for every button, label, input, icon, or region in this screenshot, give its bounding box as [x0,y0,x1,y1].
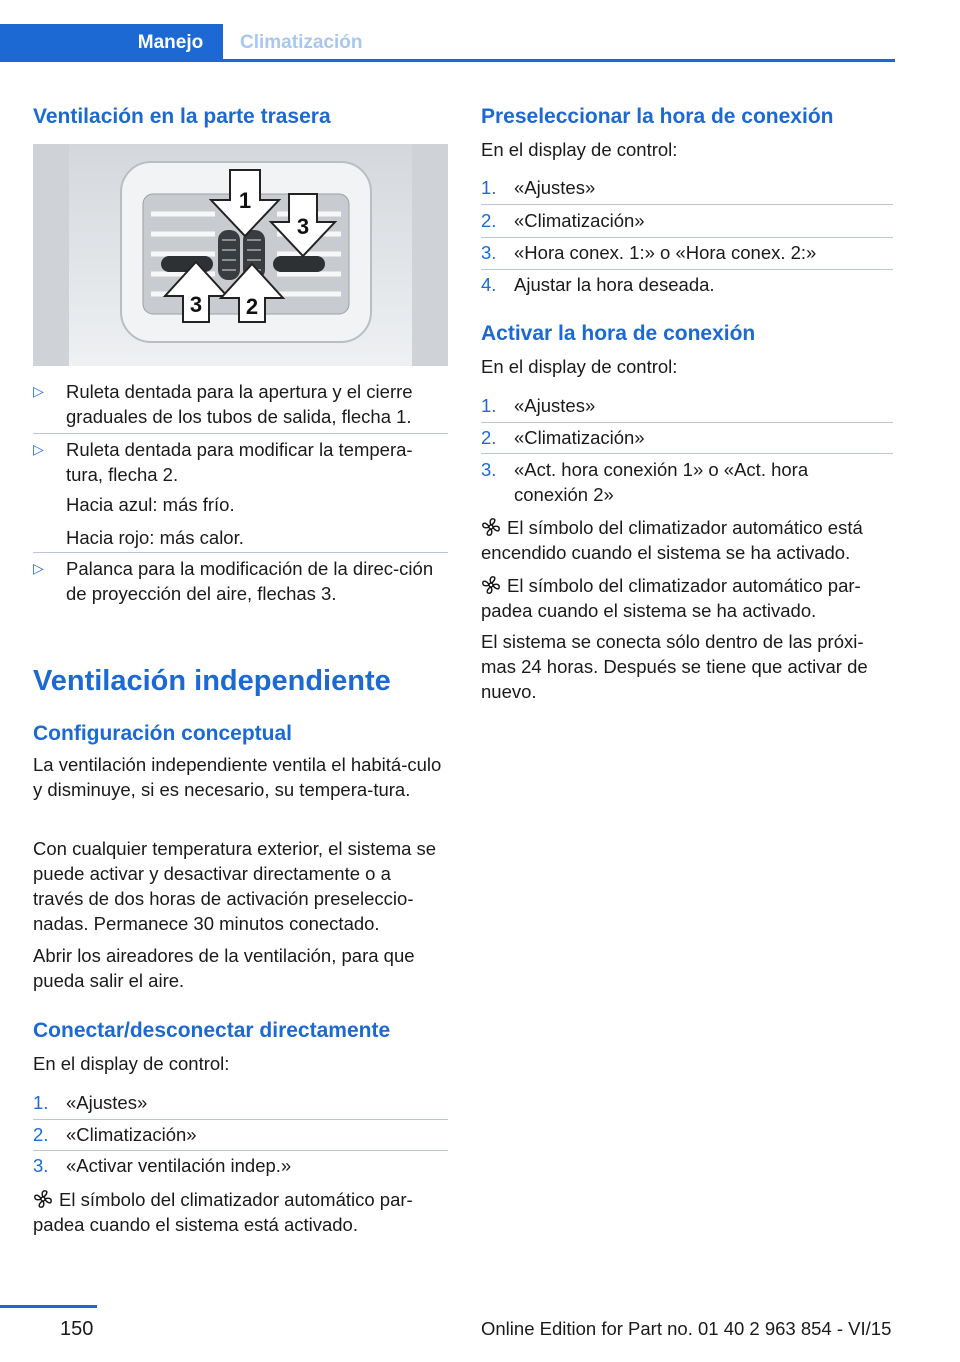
step-item: 3. «Activar ventilación indep.» [33,1155,292,1176]
step-item: 1. «Ajustes» [481,395,596,416]
page-header [0,24,895,62]
step-number: 1. [33,1092,49,1113]
step-item: 2. «Climatización» [481,210,645,231]
heading-direct-connect: Conectar/desconectar directamente [33,1019,391,1042]
fan-icon [33,1189,53,1209]
note-paragraph: El símbolo del climatizador automático par‐padea cuando el sistema se ha activado. [481,575,861,621]
arrow-label-3-top: 3 [296,214,310,239]
fan-icon [481,575,501,595]
divider [33,552,448,553]
intro-text: En el display de control: [481,139,678,160]
paragraph: Abrir los aireadores de la ventilación, para que pueda salir el aire. [33,945,415,991]
step-item: 2. «Climatización» [33,1124,197,1145]
step-number: 3. [481,459,497,480]
divider [33,1150,448,1151]
arrow-label-2: 2 [245,294,259,319]
divider [481,422,893,423]
paragraph: Con cualquier temperatura exterior, el sistema se puede activar y desactivar directamente o a través de dos horas de activación preseleccio‐nadas. Permanece 30 minutos conectado. [33,838,437,934]
note-paragraph: El símbolo del climatizador automático par‐padea cuando el sistema está activado. [33,1189,413,1235]
rear-vent-illustration [33,144,448,366]
step-number: 3. [481,242,497,263]
intro-text: En el display de control: [33,1053,230,1074]
step-item: 1. «Ajustes» [481,177,596,198]
heading-rear-ventilation: Ventilación en la parte trasera [33,105,331,128]
step-number: 2. [481,427,497,448]
step-item: 4. Ajustar la hora deseada. [481,274,715,295]
bullet-item: ▷ Palanca para la modificación de la direc‐ción de proyección del aire, flechas 3. [33,558,434,604]
step-number: 4. [481,274,497,295]
edition-text: Online Edition for Part no. 01 40 2 963 854 - VI/15 [481,1318,892,1339]
fan-icon [481,517,501,537]
tab-climatizacion[interactable]: Climatización [240,32,363,53]
header-rule [0,59,895,62]
paragraph: La ventilación independiente ventila el habitá‐culo y disminuye, si es necesario, su tempera‐tura. [33,754,442,800]
triangle-bullet-icon: ▷ [33,441,44,457]
step-item: 3. «Act. hora conexión 1» o «Act. hora conexión 2» [481,459,809,505]
heading-preselect-time: Preseleccionar la hora de conexión [481,105,834,128]
bullet-item: ▷ Ruleta dentada para la apertura y el cierre graduales de los tubos de salida, flecha 1. [33,381,413,427]
divider [481,269,893,270]
rear-vent-figure [33,144,448,366]
note-paragraph: El símbolo del climatizador automático está encendido cuando el sistema se ha activado. [481,517,863,563]
footer-rule [0,1305,97,1308]
divider [481,204,893,205]
step-item: 2. «Climatización» [481,427,645,448]
paragraph: El sistema se conecta sólo dentro de las próxi‐mas 24 horas. Después se tiene que activar de nuevo. [481,631,868,702]
step-number: 2. [33,1124,49,1145]
heading-conceptual-config: Configuración conceptual [33,722,293,745]
triangle-bullet-icon: ▷ [33,560,44,576]
arrow-label-3-bottom: 3 [189,292,203,317]
step-number: 2. [481,210,497,231]
step-number: 3. [33,1155,49,1176]
intro-text: En el display de control: [481,356,678,377]
arrow-label-1: 1 [238,188,252,213]
divider [481,453,893,454]
step-item: 1. «Ajustes» [33,1092,148,1113]
step-number: 1. [481,395,497,416]
step-number: 1. [481,177,497,198]
triangle-bullet-icon: ▷ [33,383,44,399]
tab-manejo[interactable]: Manejo [118,24,223,62]
step-item: 3. «Hora conex. 1:» o «Hora conex. 2:» [481,242,817,263]
divider [33,1119,448,1120]
header-accent-block [0,24,118,62]
heading-activate-time: Activar la hora de conexión [481,322,756,345]
bullet-item: ▷ Ruleta dentada para modificar la tempera‐tura, flecha 2. Hacia azul: más frío. Hacia rojo: más calor. [33,439,413,548]
page-number: 150 [60,1318,94,1340]
heading-independent-ventilation: Ventilación independiente [33,665,391,697]
divider [481,237,893,238]
divider [33,433,448,434]
